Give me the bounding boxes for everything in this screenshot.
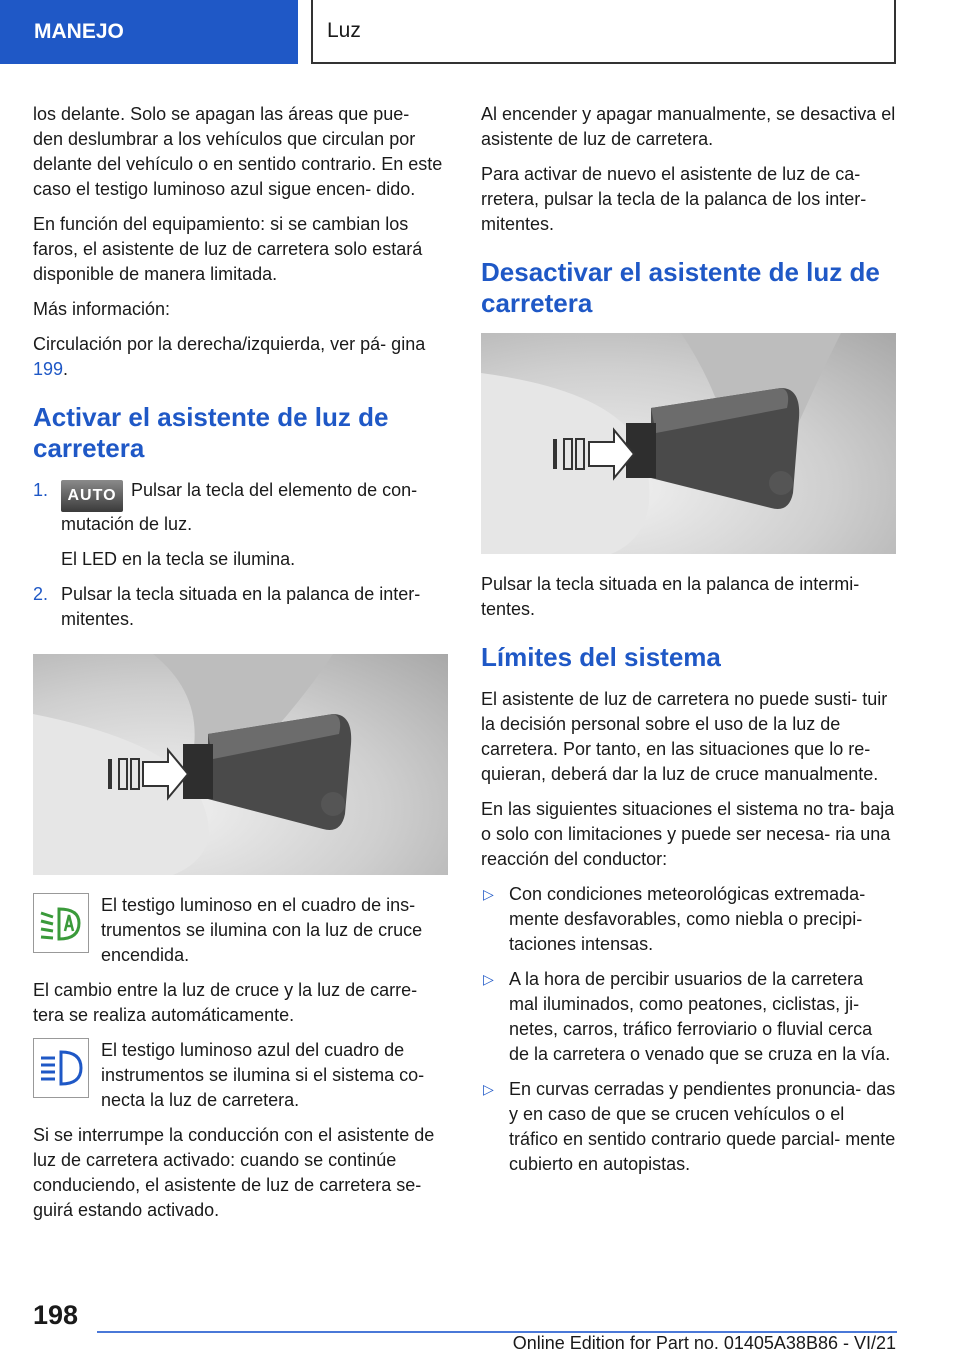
list-item <box>481 967 897 1067</box>
paragraph: Si se interrumpe la conducción con el asistente de luz de carretera activado: cuando se continúe conduciendo, el asistente de luz de carretera se- guirá estando activado. <box>33 1125 435 1220</box>
page-number: 198 <box>33 1300 79 1330</box>
left-column <box>33 102 443 1233</box>
paragraph: los delante. Solo se apagan las áreas que pue- den deslumbrar a los vehículos que circulan por delante del vehículo o en sentido contrario. En este caso el testigo luminoso azul sigue encen- dido. <box>33 104 443 199</box>
step-text: Pulsar la tecla del elemento de con- mutación de luz. <box>61 480 418 534</box>
crossref-text: Circulación por la derecha/izquierda, ver pá- gina <box>33 334 426 354</box>
auto-button-icon: AUTO <box>61 480 123 512</box>
step-number: 2. <box>33 584 49 604</box>
list-item <box>481 882 897 957</box>
paragraph: Al encender y apagar manualmente, se desactiva el asistente de luz de carretera. <box>481 104 896 149</box>
triangle-bullet-icon: ▷ <box>483 971 494 987</box>
list-item-text: A la hora de percibir usuarios de la carretera mal iluminados, como peatones, ciclistas, ji- netes, carros, tráfico ferroviario o fluvial cerca de la carretera o venado que se cruza en la vía. <box>509 969 891 1064</box>
section-heading: Desactivar el asistente de luz de carretera <box>481 257 880 318</box>
edition-text: Online Edition for Part no. 01405A38B86 - VI/21 <box>512 1333 896 1353</box>
step-subtext: El LED en la tecla se ilumina. <box>61 549 296 569</box>
paragraph: El cambio entre la luz de cruce y la luz de carre- tera se realiza automáticamente. <box>33 980 418 1025</box>
turn-signal-lever-photo <box>33 654 448 875</box>
paragraph-crossref <box>33 332 443 382</box>
high-beam-indicator-icon <box>33 1038 89 1098</box>
list-item <box>481 1077 897 1177</box>
paragraph: En función del equipamiento: si se cambian los faros, el asistente de luz de carretera solo estará disponible de manera limitada. <box>33 214 423 284</box>
indicator-row <box>33 1038 443 1113</box>
indicator-description: El testigo luminoso azul del cuadro de instrumentos se ilumina si el sistema co- necta la luz de carretera. <box>101 1040 425 1110</box>
page-title: Luz <box>311 0 896 64</box>
turn-signal-lever-photo <box>481 333 896 554</box>
indicator-description: El testigo luminoso en el cuadro de ins- trumentos se ilumina con la luz de cruce encendida. <box>101 895 423 965</box>
crossref-end: . <box>63 359 69 379</box>
paragraph: El asistente de luz de carretera no puede susti- tuir la decisión personal sobre el uso de la luz de carretera. Por tanto, en las situaciones que lo re- quieran, deberá dar la luz de cruce manualmente. <box>481 689 888 784</box>
list-item-text: Con condiciones meteorológicas extremada- mente desfavorables, como niebla o precipi- taciones intensas. <box>509 884 866 954</box>
section-tab: MANEJO <box>0 0 298 64</box>
page-link[interactable]: 199 <box>33 359 64 379</box>
paragraph: En las siguientes situaciones el sistema no tra- baja o solo con limitaciones y puede ser necesa- ria una reacción del conductor: <box>481 799 895 869</box>
triangle-bullet-icon: ▷ <box>483 1081 494 1097</box>
section-heading: Activar el asistente de luz de carretera <box>33 402 389 463</box>
step-text: Pulsar la tecla situada en la palanca de inter- mitentes. <box>61 584 421 629</box>
paragraph: Más información: <box>33 299 171 319</box>
list-item-text: En curvas cerradas y pendientes pronuncia- das y en caso de que se crucen vehículos o el tráfico en sentido contrario quede parcial- mente cubierto en autopistas. <box>509 1079 896 1174</box>
auto-low-beam-indicator-icon <box>33 893 89 953</box>
step-item <box>33 582 443 632</box>
right-column <box>481 102 897 1187</box>
step-number: 1. <box>33 480 49 500</box>
paragraph: Pulsar la tecla situada en la palanca de intermi- tentes. <box>481 574 860 619</box>
indicator-row <box>33 893 443 968</box>
section-heading: Límites del sistema <box>481 642 721 672</box>
paragraph: Para activar de nuevo el asistente de luz de ca- rretera, pulsar la tecla de la palanca de los inter- mitentes. <box>481 164 867 234</box>
triangle-bullet-icon: ▷ <box>483 886 494 902</box>
step-item <box>33 478 443 537</box>
